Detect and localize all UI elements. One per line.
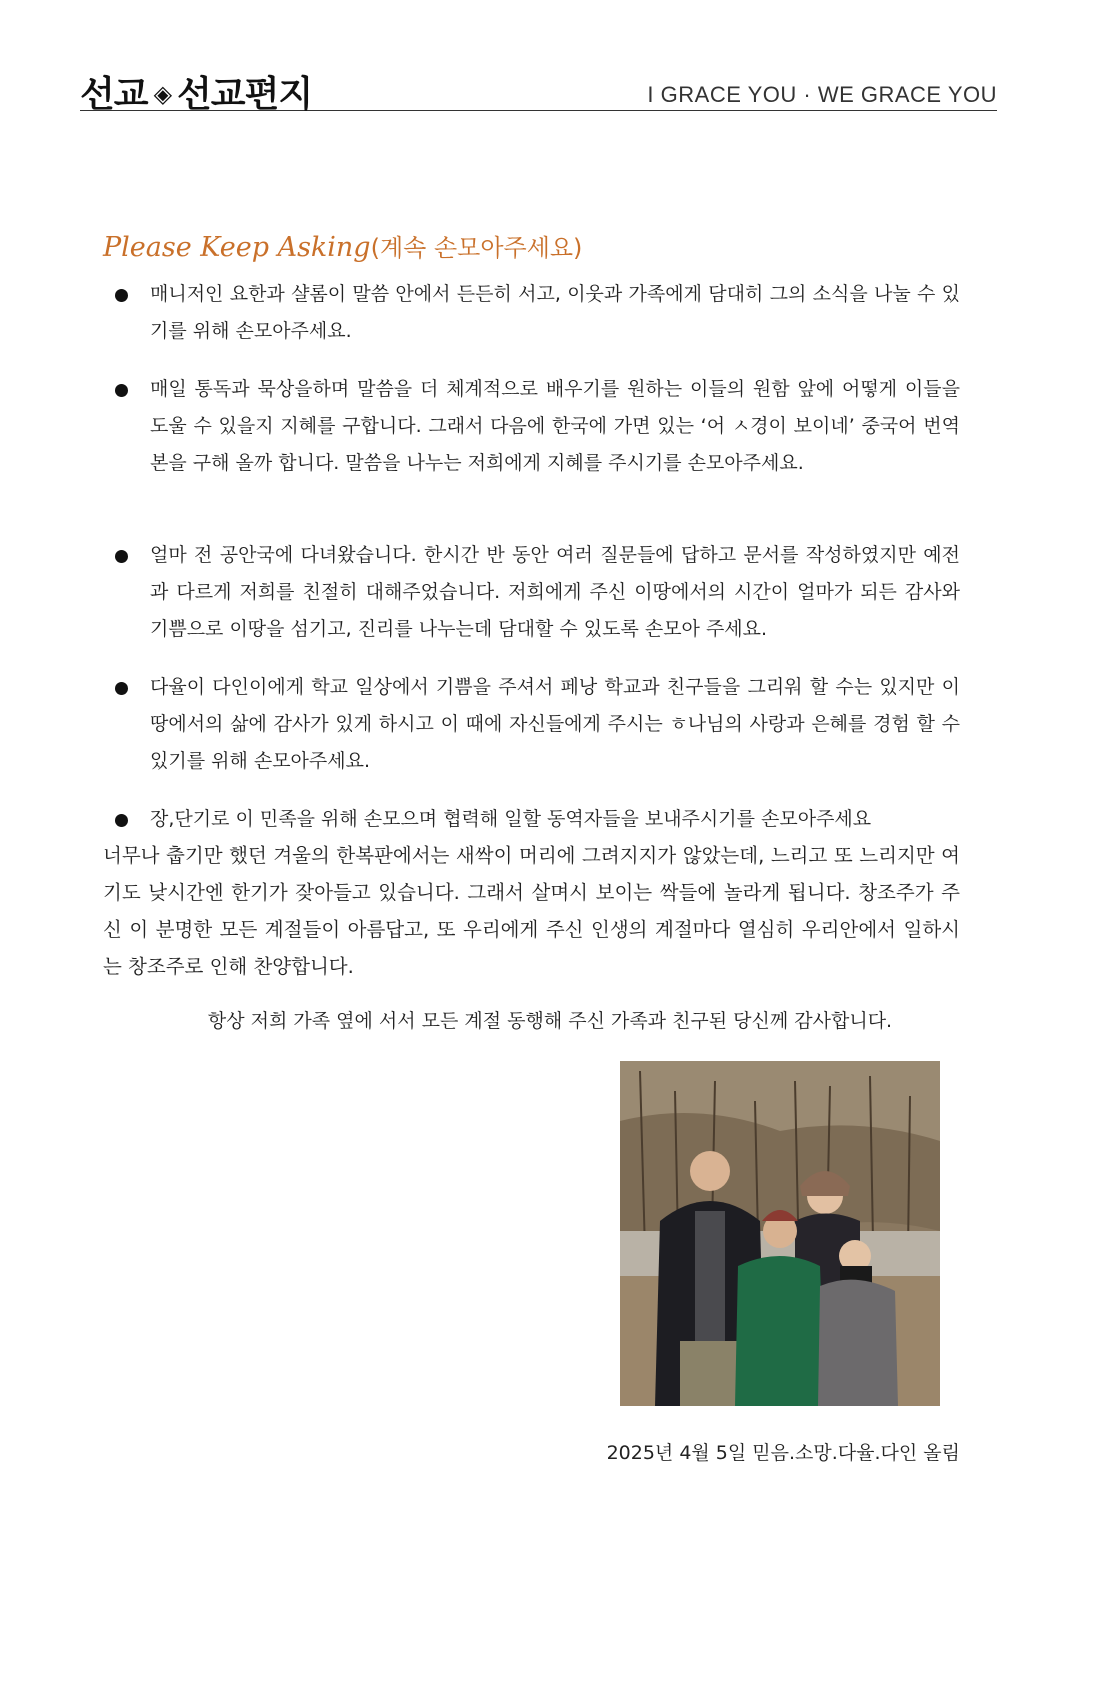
header-category-sub: 선교편지 <box>177 74 313 115</box>
prayer-list <box>110 276 960 859</box>
body-paragraph: 너무나 춥기만 했던 겨울의 한복판에서는 새싹이 머리에 그려지지가 않았는데, 느리고 또 느리지만 여기도 낮시간엔 한기가 잦아들고 있습니다. 그래서 살며시 보이는 싹들에 놀라게 됩니다. 창조주가 주신 이 분명한 모든 계절들이 아름답고, 또 우리에게 주신 인생의 계절마다 열심히 우리안에서 일하시는 창조주로 인해 찬양합니다. <box>103 844 960 978</box>
list-item <box>110 371 960 482</box>
page-header <box>80 62 997 115</box>
bullet-icon <box>115 384 128 397</box>
list-item <box>110 276 960 350</box>
list-item-text: 얼마 전 공안국에 다녀왔습니다. 한시간 반 동안 여러 질문들에 답하고 문서를 작성하였지만 예전과 다르게 저희를 친절히 대해주었습니다. 저희에게 주신 이땅에서의 시간이 얼마가 되든 감사와 기쁨으로 이땅을 섬기고, 진리를 나누는데 담대할 수 있도록 손모아 주세요. <box>150 544 960 640</box>
section-title <box>103 228 582 263</box>
list-item-text: 다율이 다인이에게 학교 일상에서 기쁨을 주셔서 페낭 학교과 친구들을 그리워 할 수는 있지만 이땅에서의 삶에 감사가 있게 하시고 이 때에 자신들에게 주시는 ㅎ나님의 사랑과 은혜를 경험 할 수 있기를 위해 손모아주세요. <box>150 676 960 772</box>
bullet-icon <box>115 550 128 563</box>
signature-line: 2025년 4월 5일 믿음.소망.다율.다인 올림 <box>606 1442 960 1464</box>
list-item-text: 매일 통독과 묵상을하며 말씀을 더 체계적으로 배우기를 원하는 이들의 원함 앞에 어떻게 이들을 도울 수 있을지 지혜를 구합니다. 그래서 다음에 한국에 가면 있는 ‘어 ㅅ경이 보이네’ 중국어 번역본을 구해 올까 합니다. 말씀을 나누는 저희에게 지혜를 주시기를 손모아주세요. <box>150 378 960 474</box>
list-item-text: 장,단기로 이 민족을 위해 손모으며 협력해 일할 동역자들을 보내주시기를 손모아주세요 <box>150 808 872 830</box>
family-photo-illustration <box>620 1061 940 1406</box>
bullet-icon <box>115 814 128 827</box>
bullet-icon <box>115 289 128 302</box>
diamond-icon: ◈ <box>153 80 172 108</box>
bullet-icon <box>115 682 128 695</box>
section-title-en: Please Keep Asking <box>103 232 371 263</box>
family-photo <box>620 1061 940 1406</box>
header-category-main: 선교 <box>80 74 148 115</box>
thanks-line: 항상 저희 가족 옆에 서서 모든 계절 동행해 주신 가족과 친구된 당신께 감사합니다. <box>207 1010 893 1032</box>
list-item <box>110 537 960 648</box>
header-category <box>80 66 312 117</box>
list-item <box>110 669 960 780</box>
header-slogan: I GRACE YOU · WE GRACE YOU <box>647 82 997 107</box>
list-item-text: 매니저인 요한과 샬롬이 말씀 안에서 든든히 서고, 이웃과 가족에게 담대히 그의 소식을 나눌 수 있기를 위해 손모아주세요. <box>150 283 960 342</box>
list-item <box>110 801 960 838</box>
section-title-ko: (계속 손모아주세요) <box>370 234 583 262</box>
